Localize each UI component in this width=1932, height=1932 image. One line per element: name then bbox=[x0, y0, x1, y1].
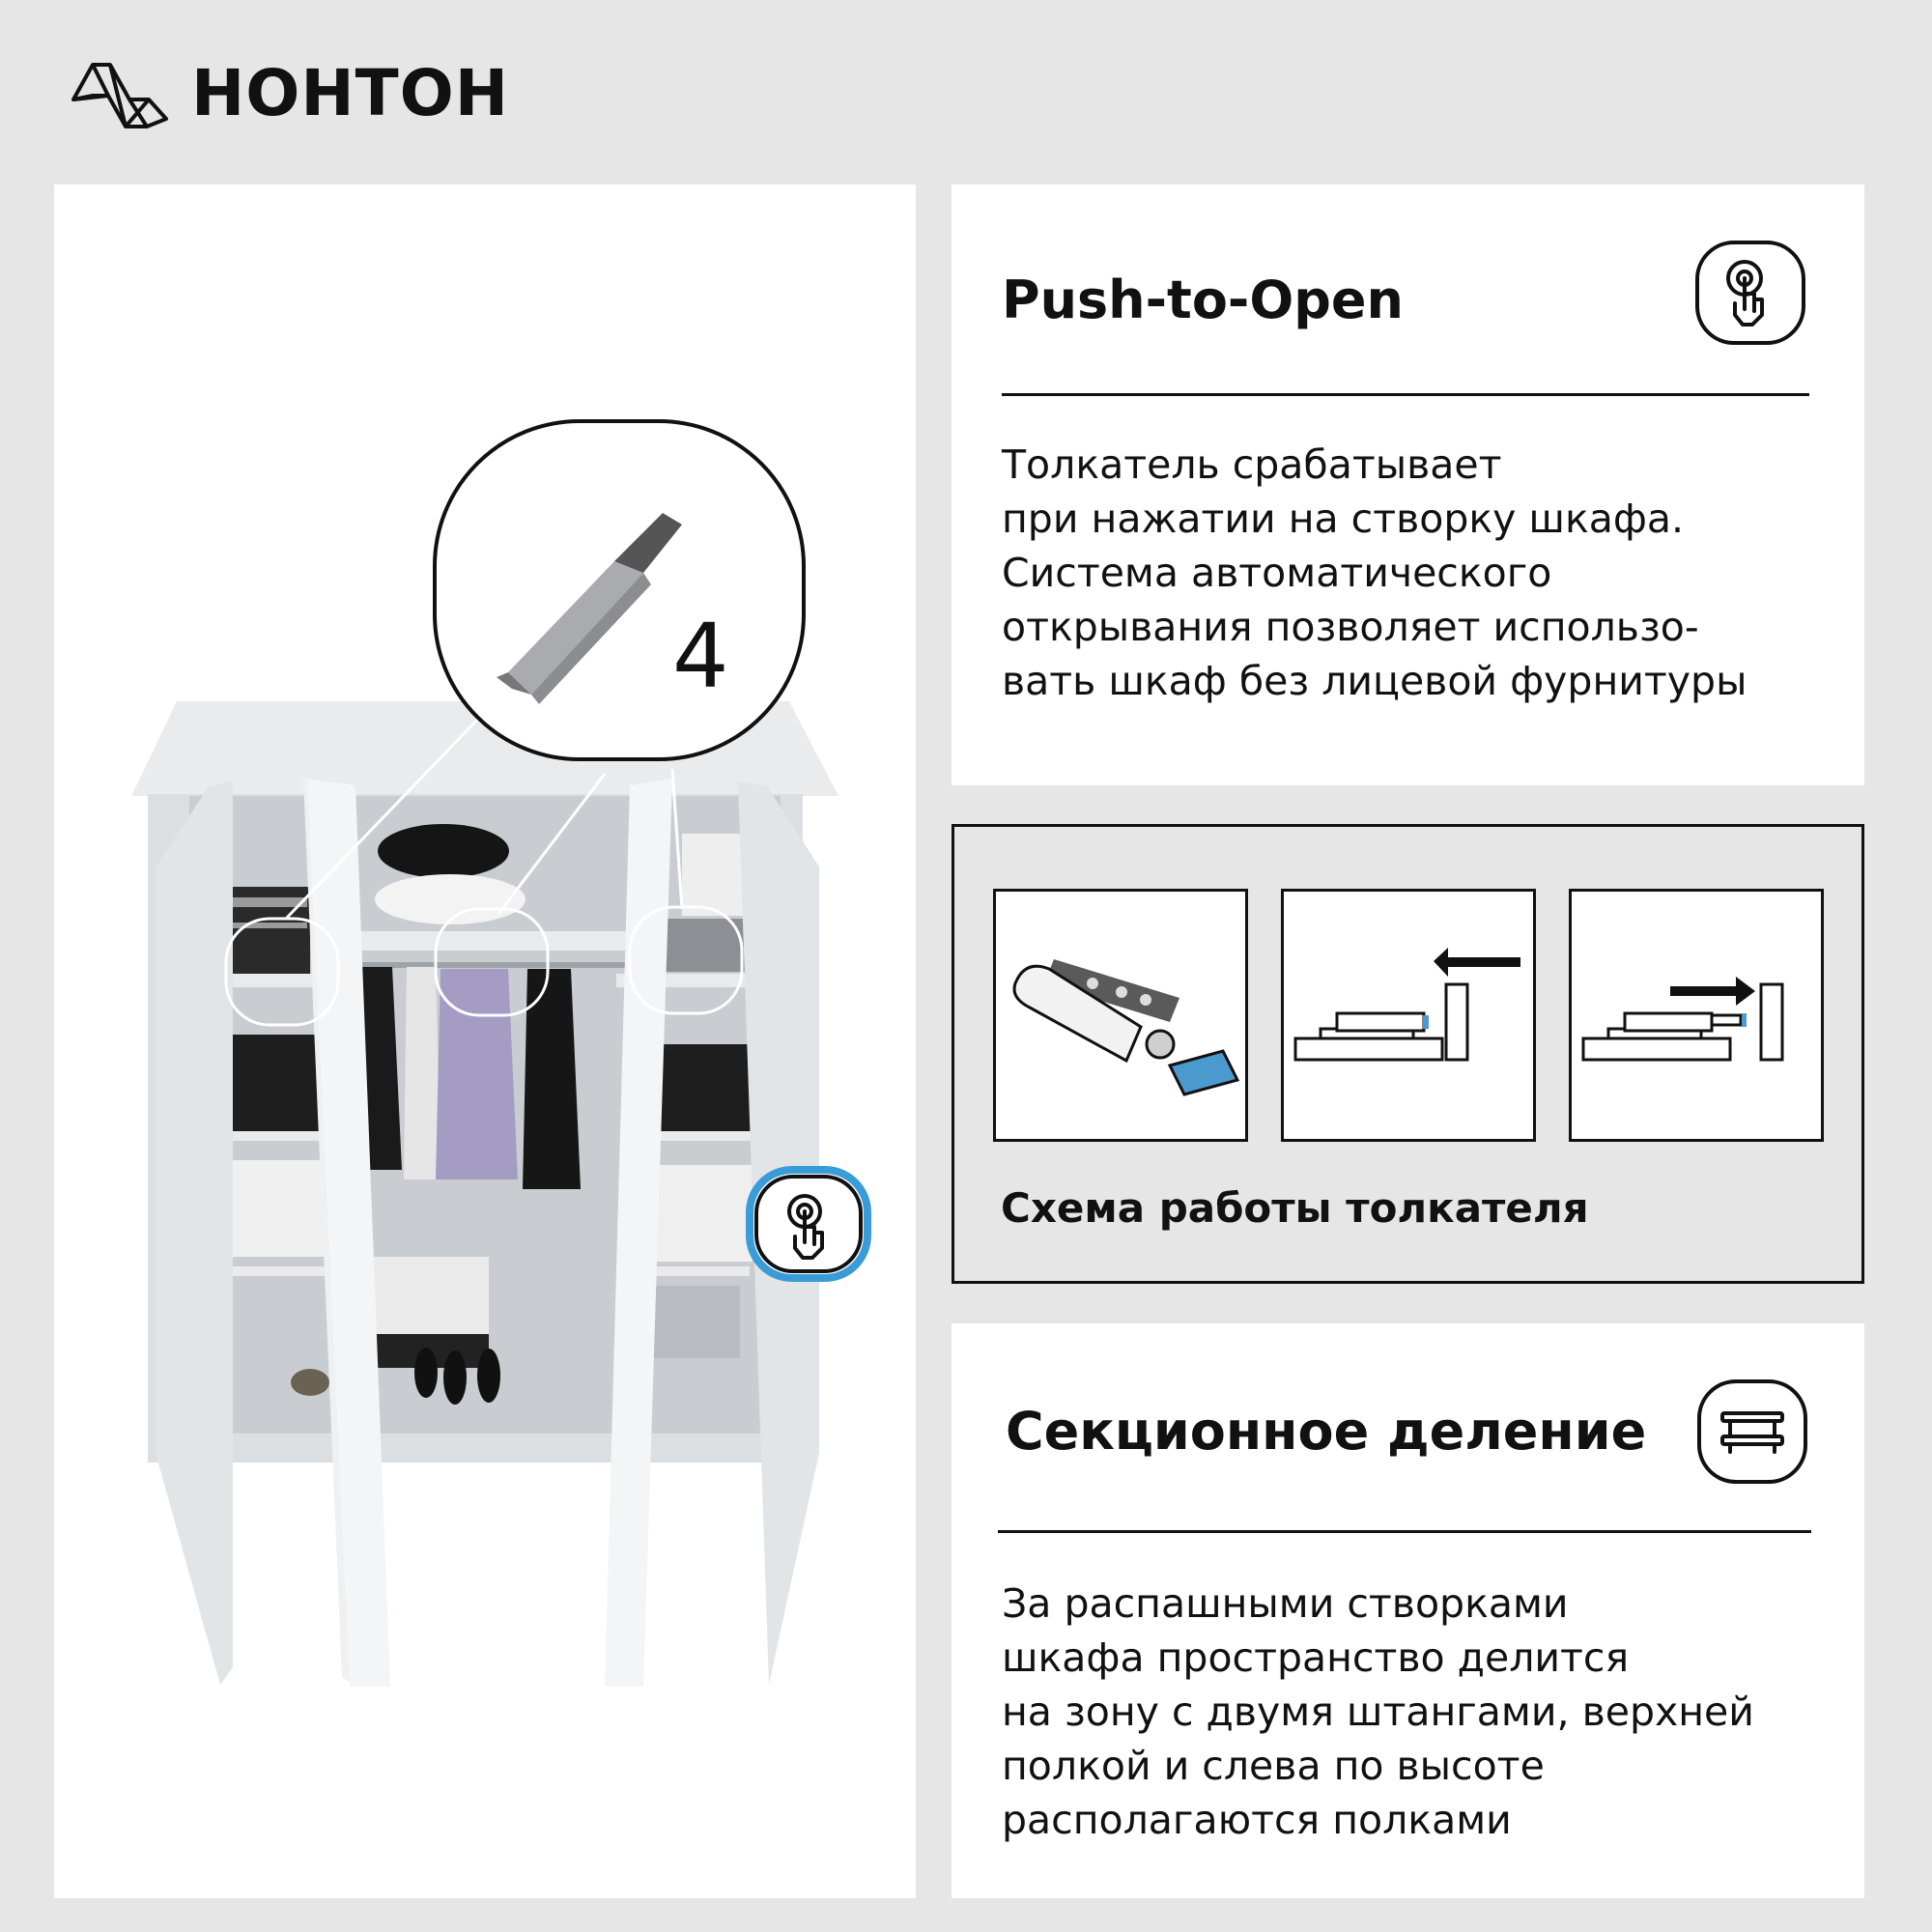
brand-logo bbox=[70, 56, 509, 130]
sections-description: За распашными створками шкафа пространство делится на зону с двумя штангами, верхней полкой и слева по высоте располагаются полками bbox=[1002, 1580, 1754, 1843]
door-pop-out-icon bbox=[1569, 889, 1824, 1142]
push-to-open-description: Толкатель срабатывает при нажатии на створку шкафа. Система автоматического открывания позволяет использо- вать шкаф без лицевой фурнитуры bbox=[1002, 441, 1747, 704]
push-latch-detail-icon bbox=[993, 889, 1248, 1142]
door-left-1 bbox=[156, 781, 233, 1685]
scheme-caption: Схема работы толкателя bbox=[1001, 1184, 1589, 1232]
push-to-open-title: Push-to-Open bbox=[1002, 270, 1404, 330]
brand-name: НОНТОН bbox=[191, 56, 509, 130]
push-to-open-card bbox=[952, 185, 1864, 785]
sections-card bbox=[952, 1323, 1864, 1898]
sections-title: Секционное деление bbox=[1006, 1401, 1647, 1462]
wardrobe-illustration bbox=[54, 185, 916, 1898]
divider bbox=[998, 1530, 1811, 1533]
callout-number: 4 bbox=[672, 605, 729, 708]
latch-scheme-card bbox=[952, 824, 1864, 1284]
zigzag-prism-icon bbox=[70, 57, 170, 130]
divider bbox=[1002, 393, 1809, 396]
door-push-in-icon bbox=[1281, 889, 1536, 1142]
shelf-icon bbox=[1697, 1379, 1807, 1484]
touch-hand-icon bbox=[1695, 241, 1805, 345]
